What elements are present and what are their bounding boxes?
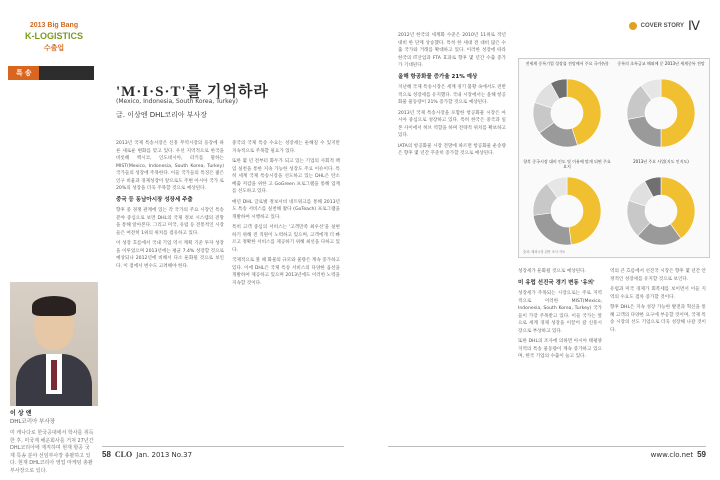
paragraph: 중국의 국제 특송 수요는 성장세는 둔해질 수 있지만 지속적으로 주목할 필요가 있다.	[232, 141, 340, 154]
author-bio: 미 캐나다로 한국공대에서 학사를 취득한 후, 미국계 해운회사를 거쳐 27년간 DHL코리아에 재직하며 현재 항공 국제 특송 분야 선임부사장 총괄하고 있다. 현재 DHL코리아 영업 마케팅 총괄 부사장으로 있다.	[10, 430, 94, 474]
author-name: 이 상 엔	[10, 410, 32, 417]
site-url[interactable]: www.clo.net	[650, 451, 694, 459]
section-heading: 미 유럽 선진국 경기 변동 '유의'	[518, 279, 595, 286]
article-column-2	[232, 140, 340, 290]
pie-slice	[628, 116, 661, 147]
section-header	[629, 18, 700, 34]
chart-title: 중특의 초특급교 해외에 문 2013년 세계중특 전망	[617, 61, 705, 66]
paragraph: 이 성장 흐름에서 국내 기업 역시 계획 기준 투자 성장을 이루었으며 2013년에는 평균 7.4% 성장할 것으로 예상되나 2012년에 비해서 다소 둔화될 것으로 보인다. 이 점에서 변수도 고려해야 한다.	[116, 241, 224, 269]
section-tag-bar	[8, 66, 94, 80]
chart-title: 전세계 중특기업 성장률 전망에서 주요 국가(년)	[525, 61, 609, 66]
footer-rule-left	[102, 446, 344, 447]
badge-title: K-LOGISTICS	[25, 31, 83, 41]
author-photo	[10, 282, 98, 406]
paragraph: 지난해 국제 특송시장은 세계 경기 불황 속에서도 전반적으로 성장세를 유지했다. 국내 시장에서는 올해 항공화물 물동량이 21% 증가할 것으로 예상된다.	[398, 85, 506, 105]
pie-chart-1	[525, 73, 609, 153]
paragraph: IATA의 항공화물 시장 전망에 따르면 항공화물 운송량은 향후 몇 년간 꾸준히 증가할 것으로 예상된다.	[398, 143, 506, 156]
paragraph: 향후 중 경쟁 관계에 있는 각 국가의 주요 시장인 특송 분야 중심으로 보면 DHL의 국제 정보 시스템의 전망을 통해 알아본다. 그리고 미국, 유럽 등 전통적인 시장들은 여전히 1위의 위치를 점유하고 있다.	[116, 208, 224, 236]
author-role: DHL코리아 부사장	[10, 419, 56, 425]
article-byline: 글. 이상엔 DHL코리아 부사장	[116, 111, 208, 119]
pie-slice	[533, 213, 571, 245]
issue-info: Jan. 2013 No.37	[136, 451, 193, 459]
paragraph: 2012년 한국의 세계화 수준은 2010년 11위로 작년 대비 한 단계 상승했다. 특히 한 세대 전 대비 많은 수출 국가와 거래를 확대하고 있다. 이러한 성장에 따라 한국의 IT산업과 FTA 효과로 향후 몇 년간 수출 증가가 기대된다.	[398, 33, 506, 68]
badge-sub: 수출업	[43, 45, 65, 52]
author-caption	[10, 410, 98, 426]
article-title: 'M·I·S·T'를 기억하라	[116, 84, 269, 100]
paragraph: 유럽과 미국 경제가 회복세를 보이면서 이들 지역의 수요도 점차 증가할 것이다.	[610, 287, 706, 300]
magazine-name: CLO	[114, 450, 133, 459]
footer-left	[102, 450, 192, 459]
paragraph: 역의 큰 흐름에서 선진국 시장은 향후 몇 년간 안정적인 성장세를 유지할 것으로 보인다.	[610, 269, 706, 282]
chart-title: 향후 중국시장 대비 인도 및 이유에 맞게 되면 주요 요지	[523, 159, 611, 169]
section-heading: 올해 항공화물 증가율 21% 예상	[398, 73, 478, 80]
page-number-left: 58	[102, 450, 111, 459]
paragraph: 또한 DHL의 조사에 의하면 아시아 태평양 지역의 특송 물동량이 계속 증가하고 있으며, 한국 기업의 수출이 늘고 있다.	[518, 339, 602, 359]
pie-slice	[567, 177, 601, 245]
footer-rule-right	[388, 446, 706, 447]
left-sidebar	[0, 0, 102, 480]
article-column-5	[610, 268, 706, 337]
paragraph: 2013년 국제 특송시장은 신흥 무역시장의 등장에 따른 새로운 변화를 맞고 있다. 우선 지역적으로 한국을 비롯해 멕시코, 인도네시아, 터키를 말하는 MIST(Mexico, Indonesia, South Korea, Turkey) 국가들의 성장에 주목한다. 이들 국가들의 특징은 젊은 인구 비율과 경제성장이 앞으로도 주변 아시아 국가 로 20%의 성장을 더욱 주목할 것으로 예상된다.	[116, 141, 224, 191]
section-label: COVER STORY	[640, 23, 684, 29]
pie-chart-3	[525, 171, 609, 251]
paragraph: 매년 DHL 글로벌 정보서비 네트워크를 통해 2013년도 특송 서비스를 실천해 왔다 (GoTeach) 프로그램을 개발하여 시행하고 있다.	[232, 199, 340, 220]
article-column-3	[398, 32, 506, 161]
article-column-4	[518, 268, 602, 364]
pie-chart-2	[619, 73, 703, 153]
paragraph: 특히 고객 중심의 서비스는 '고객만족 최우선'을 실현하기 위해 전 직원이 노력하고 있으며, 고객에게 더 빠르고 정확한 서비스를 제공하기 위해 최선을 다하고 있다.	[232, 225, 340, 253]
paragraph: 2013년 국제 특송시장을 포함한 항공화물 시장은 아시아 중심으로 성장하고 있다. 특히 한국은 중국과 일본 사이에서 허브 역할을 하며 전략적 위치를 확보하고 있다.	[398, 110, 506, 138]
paragraph: 성장세가 주목되는 시장으로는 주로 지역적으로 이러한 MIST(Mexico, Indonesia, South Korea, Turkey) 국가들이 가장 주목받고 있다. 이들 국가는 앞으로 세계 경제 성장을 이끌어 갈 신흥시장으로 부상하고 있다.	[518, 291, 602, 334]
footer-right	[651, 450, 706, 459]
article-subtitle: (Mexico, Indonesia, South Korea, Turkey)	[116, 98, 238, 105]
badge-year: 2013 Big Bang	[29, 22, 79, 29]
charts-panel	[518, 58, 710, 258]
chart-source-note: 출처: 해외시장 위탁 조사 자료	[523, 250, 566, 254]
page-number-right: 59	[697, 450, 706, 459]
section-number: Ⅳ	[688, 18, 700, 33]
pie-slice	[661, 79, 695, 147]
pie-chart-4	[619, 171, 703, 251]
paragraph: 성장세가 둔화될 것으로 예상된다.	[518, 269, 586, 274]
section-heading: 중국 등 동남아시장 성장세 주춤	[116, 196, 193, 203]
paragraph: 향후 DHL은 지속 성장 가능한 발전과 혁신을 통해 고객의 다양한 요구에 부응할 것이며, 국제 특송 시장의 선도 기업으로 더욱 성장해 나갈 것이다.	[610, 305, 706, 333]
section-dot-icon	[629, 22, 637, 30]
article-column-1	[116, 140, 224, 273]
chart-title: 2013년 주요 사업(지도 인지도)	[633, 159, 689, 164]
section-tag: 특 송	[8, 66, 39, 80]
paragraph: 또한 몇 년 전부터 화두가 되고 있는 기업의 사회적 책임 실천을 통한 지속 가능한 성장도 주요 이슈이다. 특히 세계 국제 특송시장을 선도하고 있는 DHL은 탄소배출 저감을 위한 고 GoGreen 프로그램을 통해 업계를 선도하고 있다.	[232, 159, 340, 194]
paragraph: 국제적으로 볼 때 화물의 규모와 물량은 계속 증가하고 있다. 이에 DHL은 국제 특송 서비스의 다양한 옵션을 개발하여 제공하고 있으며 2013년에도 이러한 노력을 지속할 것이다.	[232, 258, 340, 286]
